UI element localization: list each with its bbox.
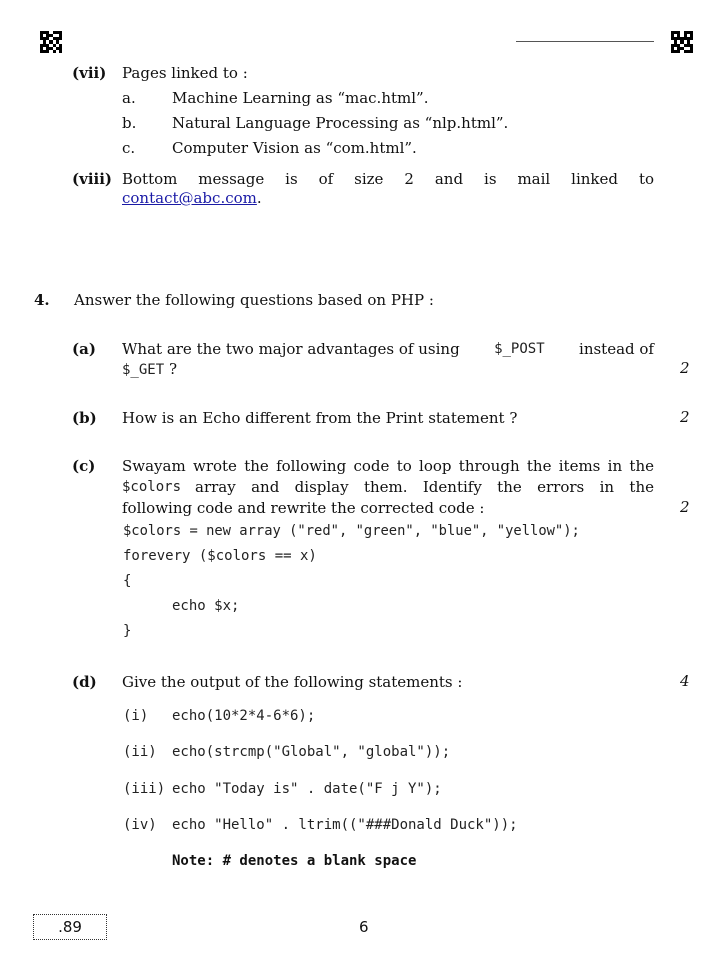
item-vii-sub-text: Natural Language Processing as “nlp.html”. xyxy=(172,114,509,132)
page-number: 6 xyxy=(359,918,369,936)
item-vii-sub-text: Machine Learning as “mac.html”. xyxy=(172,89,429,107)
paper-code-box: .89 xyxy=(33,914,107,940)
item-viii-line1: Bottom message is of size 2 and is mail linked to xyxy=(122,170,654,188)
item-vii-sub-label: b. xyxy=(122,114,137,132)
part-a-label: (a) xyxy=(72,340,96,358)
item-vii-sub-label: c. xyxy=(122,139,136,157)
part-d-label: (d) xyxy=(72,673,97,691)
note-text: Note: # denotes a blank space xyxy=(172,853,417,869)
code-line: forevery ($colors == x) xyxy=(123,548,317,564)
part-a-marks: 2 xyxy=(680,359,690,377)
part-c-line2 xyxy=(122,477,654,497)
statement-code: echo "Today is" . date("F j Y"); xyxy=(172,781,442,797)
item-viii-period: . xyxy=(256,189,262,207)
question-4-number: 4. xyxy=(34,291,50,309)
statement-code: echo(strcmp("Global", "global")); xyxy=(172,744,451,760)
statement-number: (iv) xyxy=(123,817,157,833)
statement-number: (iii) xyxy=(123,781,166,797)
part-b-label: (b) xyxy=(72,409,97,427)
item-viii-number: (viii) xyxy=(72,170,113,188)
part-c-text-2: array and display them. Identify the errors in the xyxy=(195,478,654,496)
part-d-text: Give the output of the following statements : xyxy=(122,673,463,691)
part-b-text: How is an Echo different from the Print statement ? xyxy=(122,409,518,427)
part-d-marks: 4 xyxy=(680,672,690,690)
part-a-code-get: $_GET xyxy=(122,362,165,378)
part-a-code-post: $_POST xyxy=(494,341,545,357)
mail-link[interactable]: contact@abc.com xyxy=(122,189,257,207)
code-line: $colors = new array ("red", "green", "blue", "yellow"); xyxy=(123,523,580,539)
header-rule xyxy=(516,41,654,42)
item-vii-number: (vii) xyxy=(72,64,107,82)
code-line: } xyxy=(123,623,132,639)
part-a-text-2: instead of xyxy=(579,340,654,358)
part-a-line1 xyxy=(122,339,654,359)
part-a-qmark: ? xyxy=(168,360,177,378)
item-vii-sub-text: Computer Vision as “com.html”. xyxy=(172,139,417,157)
part-c-line1: Swayam wrote the following code to loop through the items in the xyxy=(122,457,654,475)
part-a-text: What are the two major advantages of using xyxy=(122,340,460,358)
statement-number: (ii) xyxy=(123,744,157,760)
code-line: { xyxy=(123,573,132,589)
statement-code: echo "Hello" . ltrim(("###Donald Duck")); xyxy=(172,817,518,833)
statement-code: echo(10*2*4-6*6); xyxy=(172,708,316,724)
qr-code-icon-right xyxy=(671,31,693,53)
part-c-marks: 2 xyxy=(680,498,690,516)
qr-code-icon-left xyxy=(40,31,62,53)
code-line: echo $x; xyxy=(172,598,240,614)
part-b-marks: 2 xyxy=(680,408,690,426)
question-4-intro: Answer the following questions based on PHP : xyxy=(74,291,434,309)
item-vii-text: Pages linked to : xyxy=(122,64,248,82)
part-a-line2 xyxy=(122,359,177,380)
part-c-label: (c) xyxy=(72,457,96,475)
item-vii-sub-label: a. xyxy=(122,89,136,107)
part-c-code-var: $colors xyxy=(122,479,182,495)
part-c-line3: following code and rewrite the corrected code : xyxy=(122,499,485,517)
statement-number: (i) xyxy=(123,708,149,724)
item-viii-line2 xyxy=(122,188,262,208)
